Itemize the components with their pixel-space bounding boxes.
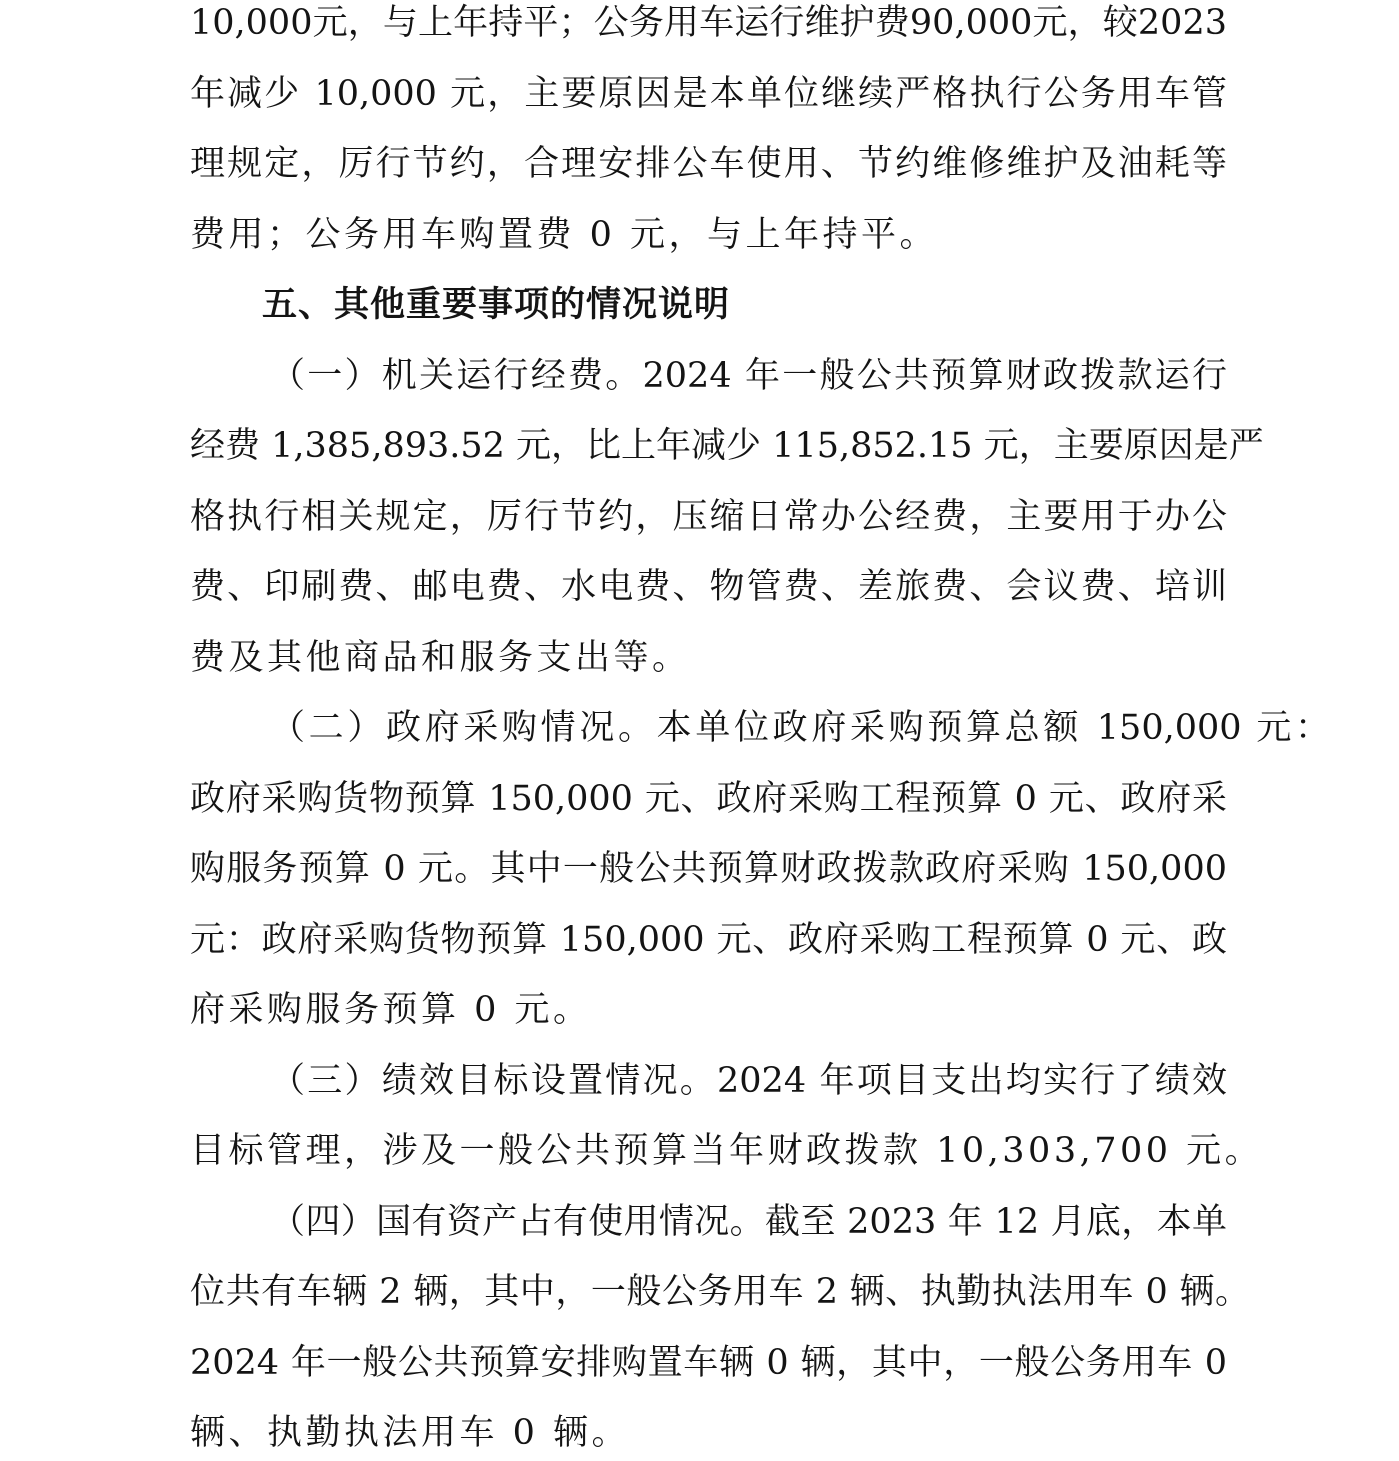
body-line: 目标管理，涉及一般公共预算当年财政拨款 10,303,700 元。	[190, 1131, 1264, 1171]
body-line: 理规定，厉行节约，合理安排公车使用、节约维修维护及油耗等	[190, 144, 1227, 184]
body-line: 位共有车辆 2 辆，其中，一般公务用车 2 辆、执勤执法用车 0 辆。	[190, 1272, 1250, 1312]
body-line: 辆、执勤执法用车 0 辆。	[190, 1413, 631, 1453]
body-line: 政府采购货物预算 150,000 元、政府采购工程预算 0 元、政府采	[190, 779, 1227, 819]
paragraph-first-line: （三）绩效目标设置情况。2024 年项目支出均实行了绩效	[270, 1061, 1227, 1101]
paragraph-first-line: （一）机关运行经费。2024 年一般公共预算财政拨款运行	[270, 356, 1227, 396]
body-line: 经费 1,385,893.52 元，比上年减少 115,852.15 元，主要原因是严	[190, 426, 1264, 466]
body-line: 费用；公务用车购置费 0 元，与上年持平。	[190, 215, 939, 255]
body-line: 2024 年一般公共预算安排购置车辆 0 辆，其中，一般公务用车 0	[190, 1343, 1227, 1383]
body-line: 府采购服务预算 0 元。	[190, 990, 592, 1030]
section-heading: 五、其他重要事项的情况说明	[262, 285, 731, 325]
paragraph-first-line: （二）政府采购情况。本单位政府采购预算总额 150,000 元：	[270, 708, 1330, 748]
body-line: 格执行相关规定，厉行节约，压缩日常办公经费，主要用于办公	[190, 497, 1227, 537]
body-line: 元：政府采购货物预算 150,000 元、政府采购工程预算 0 元、政	[190, 920, 1227, 960]
body-line: 费及其他商品和服务支出等。	[190, 638, 691, 678]
body-line: 购服务预算 0 元。其中一般公共预算财政拨款政府采购 150,000	[190, 849, 1227, 889]
paragraph-first-line: （四）国有资产占有使用情况。截至 2023 年 12 月底，本单	[270, 1202, 1227, 1242]
body-line: 10,000元，与上年持平；公务用车运行维护费90,000元，较2023	[190, 3, 1227, 43]
body-line: 费、印刷费、邮电费、水电费、物管费、差旅费、会议费、培训	[190, 567, 1227, 607]
body-line: 年减少 10,000 元，主要原因是本单位继续严格执行公务用车管	[190, 74, 1227, 114]
